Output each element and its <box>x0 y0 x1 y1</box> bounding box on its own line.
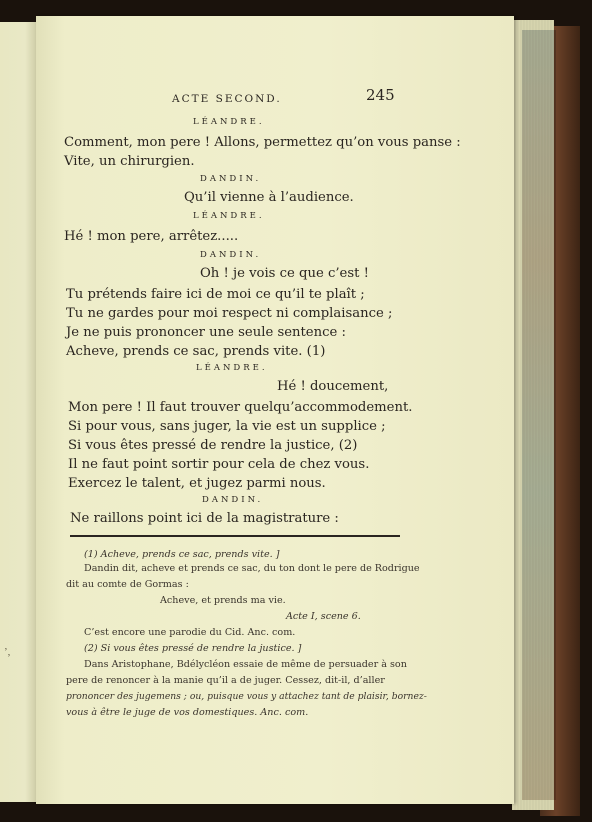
previous-page-edge <box>0 22 37 802</box>
footnote-rule <box>70 535 400 537</box>
footnote-text: vous à être le juge de vos domestiques. Anc. com. <box>66 707 309 718</box>
book-page <box>36 16 514 804</box>
verse-line: Tu prétends faire ici de moi ce qu’il te plaît ; <box>66 287 365 302</box>
verse-line: Exercez le talent, et jugez parmi nous. <box>68 476 326 491</box>
verse-line: Ne raillons point ici de la magistrature : <box>70 511 339 526</box>
footnote-citation: Acte I, scene 6. <box>286 611 361 622</box>
footnote-text: prononcer des jugemens ; ou, puisque vous y attachez tant de plaisir, bornez- <box>66 691 427 702</box>
verse-line: Qu’il vienne à l’audience. <box>184 190 354 205</box>
verse-line: Si pour vous, sans juger, la vie est un supplice ; <box>68 419 386 434</box>
footnote-reference: (2) Si vous êtes pressé de rendre la justice. ] <box>84 643 302 654</box>
speaker-label: LÉANDRE. <box>196 363 268 373</box>
verse-line: Hé ! mon pere, arrêtez..... <box>64 229 239 244</box>
speaker-label: LÉANDRE. <box>193 117 265 127</box>
speaker-label: DANDIN. <box>202 495 264 505</box>
verse-line: Oh ! je vois ce que c’est ! <box>200 266 369 281</box>
verse-line: Je ne puis prononcer une seule sentence : <box>66 325 346 340</box>
footnote-text: dit au comte de Gormas : <box>66 579 189 590</box>
footnote-reference: (1) Acheve, prends ce sac, prends vite. ] <box>84 549 280 560</box>
speaker-label: LÉANDRE. <box>193 211 265 221</box>
verse-line: Tu ne gardes pour moi respect ni complaisance ; <box>66 306 393 321</box>
verse-line: Acheve, prends ce sac, prends vite. (1) <box>66 344 326 359</box>
margin-mark: ’, <box>4 646 11 658</box>
verse-line: Mon pere ! Il faut trouver quelqu’accommodement. <box>68 400 413 415</box>
page-edge-marbling <box>522 30 556 800</box>
footnote-text: Dans Aristophane, Bdélycléon essaie de même de persuader à son <box>84 659 407 670</box>
footnote-text: pere de renoncer à la manie qu’il a de juger. Cessez, dit-il, d’aller <box>66 675 385 686</box>
verse-line: Il ne faut point sortir pour cela de chez vous. <box>68 457 370 472</box>
verse-line: Si vous êtes pressé de rendre la justice, (2) <box>68 438 358 453</box>
speaker-label: DANDIN. <box>200 174 262 184</box>
footnote-text: Dandin dit, acheve et prends ce sac, du ton dont le pere de Rodrigue <box>84 563 420 574</box>
speaker-label: DANDIN. <box>200 250 262 260</box>
verse-line: Comment, mon pere ! Allons, permettez qu’on vous panse : <box>64 135 461 150</box>
page-number: 245 <box>366 86 395 104</box>
verse-line: Vite, un chirurgien. <box>64 154 195 169</box>
footnote-text: C’est encore une parodie du Cid. Anc. com. <box>84 627 296 638</box>
running-head: ACTE SECOND. <box>172 93 282 105</box>
verse-line: Hé ! doucement, <box>277 379 389 394</box>
footnote-quote: Acheve, et prends ma vie. <box>160 595 286 606</box>
